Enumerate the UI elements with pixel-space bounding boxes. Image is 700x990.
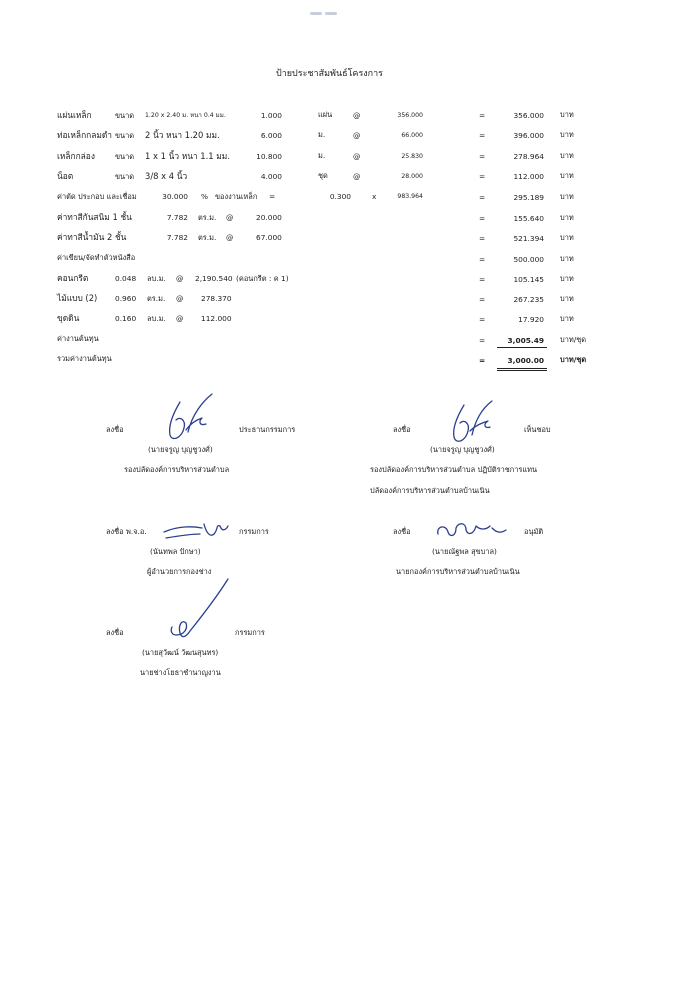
currency: บาท — [560, 233, 574, 242]
size-label: ขนาด — [115, 111, 135, 120]
item-price: 112.000 — [201, 314, 232, 323]
item-name: เหล็กกล่อง — [57, 151, 95, 161]
signer-name: (นายสุวัฒน์ วัฒนสุนทร) — [142, 648, 219, 657]
item-spec: 1 x 1 นิ้ว หนา 1.1 มม. — [145, 151, 230, 161]
item-name: ค่าตัด ประกอบ และเชื่อม — [57, 192, 137, 201]
sign-label: ลงชื่อ — [393, 527, 411, 536]
committee-role: กรรมการ — [235, 628, 265, 637]
item-price: 20.000 — [256, 213, 282, 222]
signer-position: ปลัดองค์การบริหารส่วนตำบลบ้านเนิน — [370, 486, 490, 495]
item-total: 267.235 — [513, 295, 544, 304]
signature — [432, 512, 514, 546]
item-spec: 1.20 x 2.40 ม. หนา 0.4 มม. — [145, 112, 226, 119]
signer-name: (นายจรูญ บุญชูวงศ์) — [430, 445, 495, 454]
equals-sign: = — [269, 192, 276, 201]
signature — [158, 575, 238, 645]
item-price: 356.000 — [397, 112, 423, 119]
signer-position: นายกองค์การบริหารส่วนตำบลบ้านเนิน — [396, 567, 520, 576]
item-price: 25.830 — [401, 153, 423, 160]
at-sign: @ — [353, 172, 361, 181]
item-unit: ม. — [318, 130, 326, 139]
sign-label: ลงชื่อ พ.จ.อ. — [106, 527, 147, 536]
currency: บาท/ชุด — [560, 355, 587, 364]
at-sign: @ — [226, 233, 234, 242]
item-unit: ม. — [318, 151, 326, 160]
scan-artifact — [310, 0, 350, 4]
underline — [497, 347, 547, 348]
item-unit: แผ่น — [318, 110, 333, 119]
currency: บาท — [560, 314, 574, 323]
item-name: รวมค่างานต้นทุน — [57, 354, 112, 363]
signer-name: (นายจรูญ บุญชูวงศ์) — [148, 445, 213, 454]
percent-sign: % — [201, 192, 209, 201]
equals-sign: = — [479, 356, 486, 365]
at-sign: @ — [176, 274, 184, 283]
sum-total: 3,000.00 — [507, 356, 544, 365]
item-name: คอนกรีต — [57, 273, 89, 283]
item-qty: 0.960 — [115, 294, 137, 303]
currency: บาท — [560, 254, 574, 263]
sign-label: ลงชื่อ — [393, 425, 411, 434]
item-total: 278.964 — [513, 152, 544, 161]
equals-sign: = — [479, 214, 486, 223]
item-total: 112.000 — [513, 172, 544, 181]
equals-sign: = — [479, 255, 486, 264]
of-steel-label: ของงานเหล็ก — [215, 192, 258, 201]
committee-role: ประธานกรรมการ — [239, 425, 296, 434]
item-note: (คอนกรีต : ค 1) — [236, 274, 289, 283]
item-unit: ตร.ม. — [198, 233, 217, 242]
equals-sign: = — [479, 152, 486, 161]
double-underline — [497, 370, 547, 371]
currency: บาท/ชุด — [560, 335, 587, 344]
item-name: ค่าทาสีน้ำมัน 2 ชั้น — [57, 232, 127, 242]
item-total: 396.000 — [513, 131, 544, 140]
item-unit: ตร.ม. — [147, 294, 166, 303]
item-name: ไม้แบบ (2) — [57, 293, 98, 303]
signer-name: (นันทพล ปักษา) — [150, 547, 201, 556]
currency: บาท — [560, 171, 574, 180]
signer-name: (นายณัฐพล สุขบาล) — [432, 547, 497, 556]
item-qty: 6.000 — [260, 131, 282, 140]
item-total: 295.189 — [513, 193, 544, 202]
item-price: 67.000 — [256, 233, 282, 242]
item-name: ท่อเหล็กกลมดำ — [57, 130, 113, 140]
at-sign: @ — [353, 111, 361, 120]
item-qty: 0.048 — [115, 274, 137, 283]
equals-sign: = — [479, 336, 486, 345]
equals-sign: = — [479, 295, 486, 304]
item-qty: 10.800 — [256, 152, 282, 161]
sign-label: ลงชื่อ — [106, 628, 124, 637]
at-sign: @ — [176, 314, 184, 323]
equals-sign: = — [479, 315, 486, 324]
cost-total: 3,005.49 — [507, 336, 544, 345]
item-total: 500.000 — [513, 255, 544, 264]
at-sign: @ — [353, 131, 361, 140]
at-sign: @ — [176, 294, 184, 303]
item-unit: ลบ.ม. — [147, 314, 166, 323]
item-total: 155.640 — [513, 214, 544, 223]
currency: บาท — [560, 274, 574, 283]
item-name: น็อต — [57, 171, 74, 181]
item-name: แผ่นเหล็ก — [57, 110, 92, 120]
item-total: 356.000 — [513, 111, 544, 120]
size-label: ขนาด — [115, 172, 135, 181]
item-qty: 7.782 — [166, 233, 188, 242]
currency: บาท — [560, 213, 574, 222]
equals-sign: = — [479, 234, 486, 243]
factor-value: 0.300 — [329, 192, 351, 201]
equals-sign: = — [479, 131, 486, 140]
approval-role: เห็นชอบ — [524, 425, 551, 434]
equals-sign: = — [479, 193, 486, 202]
item-qty: 7.782 — [166, 213, 188, 222]
approval-role: อนุมัติ — [524, 527, 544, 536]
item-spec: 3/8 x 4 นิ้ว — [145, 171, 188, 181]
signature — [160, 512, 238, 546]
equals-sign: = — [479, 111, 486, 120]
committee-role: กรรมการ — [239, 527, 269, 536]
item-name: ค่าทาสีกันสนิม 1 ชั้น — [57, 212, 132, 222]
size-label: ขนาด — [115, 131, 135, 140]
item-price: 278.370 — [201, 294, 232, 303]
currency: บาท — [560, 110, 574, 119]
multiply-sign: x — [372, 192, 377, 201]
percent-value: 30.000 — [162, 192, 188, 201]
signer-position: รองปลัดองค์การบริหารส่วนตำบล — [124, 465, 230, 474]
currency: บาท — [560, 294, 574, 303]
item-qty: 0.160 — [115, 314, 137, 323]
double-underline — [497, 368, 547, 369]
base-value: 983.964 — [397, 193, 423, 200]
item-unit: ชุด — [318, 171, 328, 180]
item-price: 66.000 — [401, 132, 423, 139]
equals-sign: = — [479, 275, 486, 284]
item-name: ค่าเขียน/จัดทำตัวหนังสือ — [57, 253, 136, 262]
item-qty: 4.000 — [260, 172, 282, 181]
signer-position: ผู้อำนวยการกองช่าง — [147, 567, 212, 576]
item-total: 17.920 — [518, 315, 544, 324]
currency: บาท — [560, 130, 574, 139]
page-title: ป้ายประชาสัมพันธ์โครงการ — [276, 69, 384, 79]
at-sign: @ — [226, 213, 234, 222]
at-sign: @ — [353, 152, 361, 161]
item-name: ค่างานต้นทุน — [57, 334, 99, 343]
equals-sign: = — [479, 172, 486, 181]
item-qty: 1.000 — [260, 111, 282, 120]
signer-position: นายช่างโยธาชำนาญงาน — [140, 668, 221, 677]
currency: บาท — [560, 151, 574, 160]
signature — [150, 390, 220, 450]
currency: บาท — [560, 192, 574, 201]
item-total: 105.145 — [513, 275, 544, 284]
item-unit: ตร.ม. — [198, 213, 217, 222]
sign-label: ลงชื่อ — [106, 425, 124, 434]
item-total: 521.394 — [513, 234, 544, 243]
item-price: 28.000 — [401, 173, 423, 180]
item-unit: ลบ.ม. — [147, 274, 166, 283]
item-name: ขุดดิน — [57, 313, 80, 323]
signer-position: รองปลัดองค์การบริหารส่วนตำบล ปฏิบัติราชการแทน — [370, 465, 538, 474]
item-spec: 2 นิ้ว หนา 1.20 มม. — [145, 130, 220, 140]
item-price: 2,190.540 — [195, 274, 233, 283]
size-label: ขนาด — [115, 152, 135, 161]
